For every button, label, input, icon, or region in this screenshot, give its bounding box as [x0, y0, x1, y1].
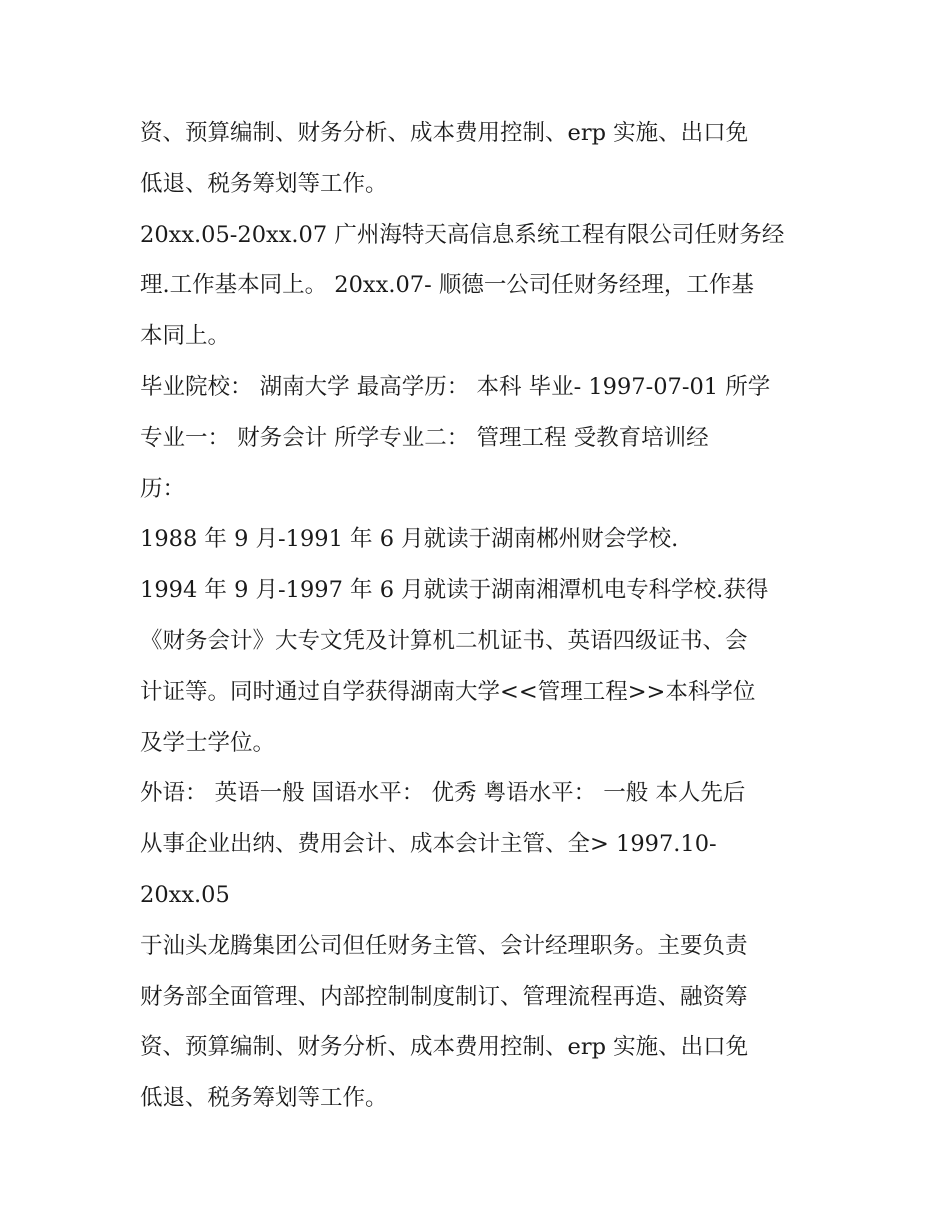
text-line: 计证等。同时通过自学获得湖南大学<<管理工程>>本科学位 [140, 678, 756, 705]
document-body [140, 108, 820, 1124]
text-line: 外语： 英语一般 国语水平： 优秀 粤语水平： 一般 本人先后 [140, 780, 746, 807]
text-line: 毕业院校： 湖南大学 最高学历： 本科 毕业- 1997-07-01 所学 [140, 373, 771, 400]
text-line: 历： [140, 475, 186, 502]
text-line: 财务部全面管理、内部控制制度制订、管理流程再造、融资筹 [140, 983, 748, 1010]
text-line: 1994 年 9 月-1997 年 6 月就读于湖南湘潭机电专科学校.获得 [140, 577, 769, 604]
text-line: 低退、税务筹划等工作。 [140, 1085, 388, 1112]
text-line: 20xx.05 [140, 881, 230, 908]
text-line: 资、预算编制、财务分析、成本费用控制、erp 实施、出口免 [140, 1034, 749, 1061]
text-line: 1988 年 9 月-1991 年 6 月就读于湖南郴州财会学校. [140, 526, 679, 553]
text-line: 资、预算编制、财务分析、成本费用控制、erp 实施、出口免 [140, 120, 749, 146]
text-line: 20xx.05-20xx.07 广州海特天高信息系统工程有限公司任财务经 [140, 221, 785, 248]
text-line: 及学士学位。 [140, 729, 276, 756]
text-line: 专业一： 财务会计 所学专业二： 管理工程 受教育培训经 [140, 424, 709, 451]
text-line: 本同上。 [140, 323, 231, 350]
text-line: 于汕头龙腾集团公司但任财务主管、会计经理职务。主要负责 [140, 932, 748, 959]
text-line: 理.工作基本同上。 20xx.07- 顺德一公司任财务经理，工作基 [140, 272, 754, 299]
text-line: 低退、税务筹划等工作。 [140, 170, 388, 197]
text-line: 从事企业出纳、费用会计、成本会计主管、全> 1997.10- [140, 831, 717, 858]
text-line: 《财务会计》大专文凭及计算机二机证书、英语四级证书、会 [140, 627, 748, 654]
